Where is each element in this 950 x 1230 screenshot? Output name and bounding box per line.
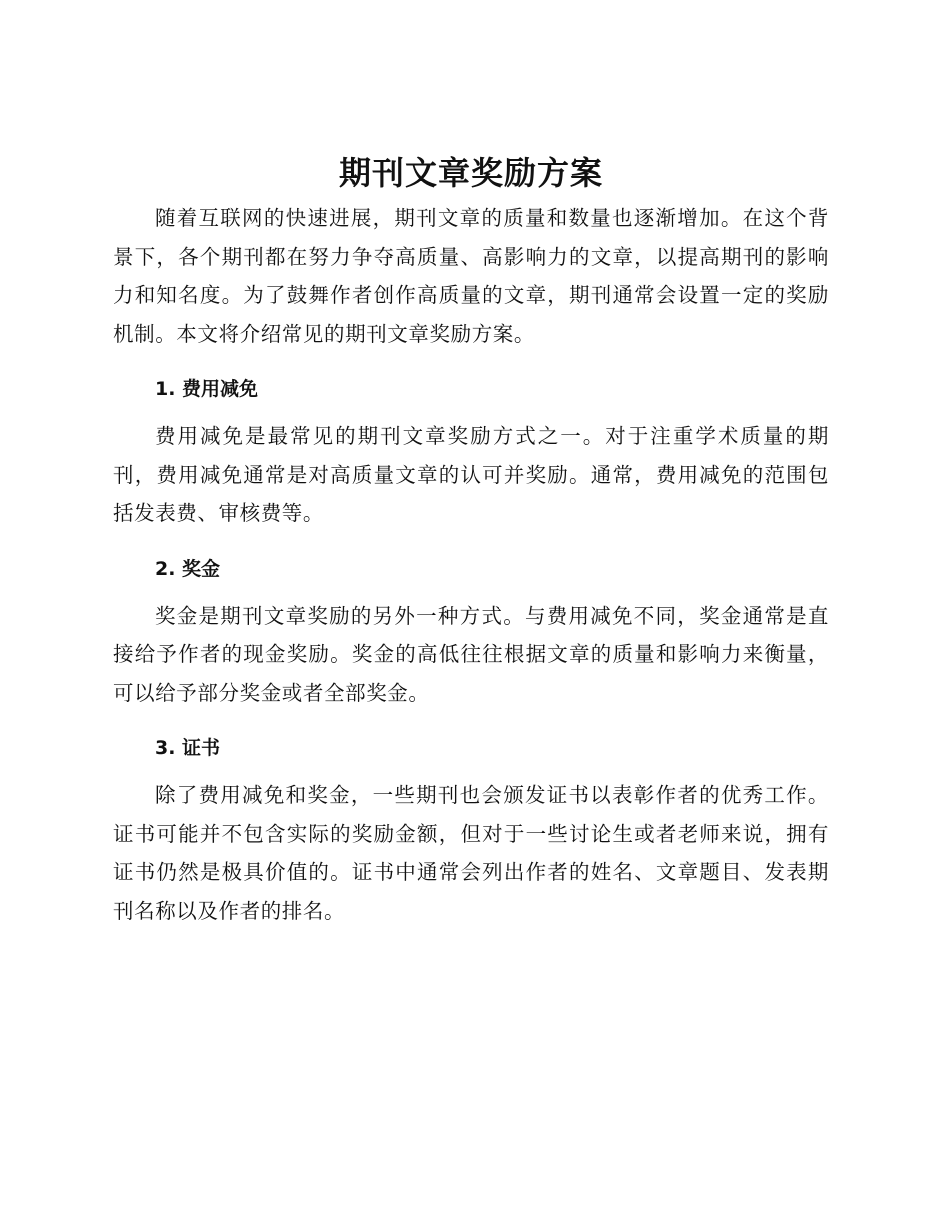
section-heading-certificate: 3. 证书 xyxy=(155,737,221,759)
intro-paragraph: 随着互联网的快速进展，期刊文章的质量和数量也逐渐增加。在这个背景下，各个期刊都在努力争夺高质量、高影响力的文章，以提高期刊的影响力和知名度。为了鼓舞作者创作高质量的文章，期刊通常会设置一定的奖励机制。本文将介绍常见的期刊文章奖励方案。 xyxy=(113,206,829,346)
section-certificate xyxy=(113,732,829,930)
section-body-fee-waiver: 费用减免是最常见的期刊文章奖励方式之一。对于注重学术质量的期刊，费用减免通常是对高质量文章的认可并奖励。通常，费用减免的范围包括发表费、审核费等。 xyxy=(113,424,829,525)
section-body-bonus: 奖金是期刊文章奖励的另外一种方式。与费用减免不同，奖金通常是直接给予作者的现金奖励。奖金的高低往往根据文章的质量和影响力来衡量，可以给予部分奖金或者全部奖金。 xyxy=(113,603,829,705)
document-title: 期刊文章奖励方案 xyxy=(338,154,603,192)
section-bonus xyxy=(113,553,829,713)
section-fee-waiver xyxy=(113,373,829,533)
section-heading-bonus: 2. 奖金 xyxy=(155,557,221,580)
document-page xyxy=(113,145,829,930)
section-body-certificate: 除了费用减免和奖金，一些期刊也会颁发证书以表彰作者的优秀工作。证书可能并不包含实际的奖励金额，但对于一些讨论生或者老师来说，拥有证书仍然是极具价值的。证书中通常会列出作者的姓名、文章题目、发表期刊名称以及作者的排名。 xyxy=(113,783,829,923)
section-heading-fee-waiver: 1. 费用减免 xyxy=(155,378,259,400)
